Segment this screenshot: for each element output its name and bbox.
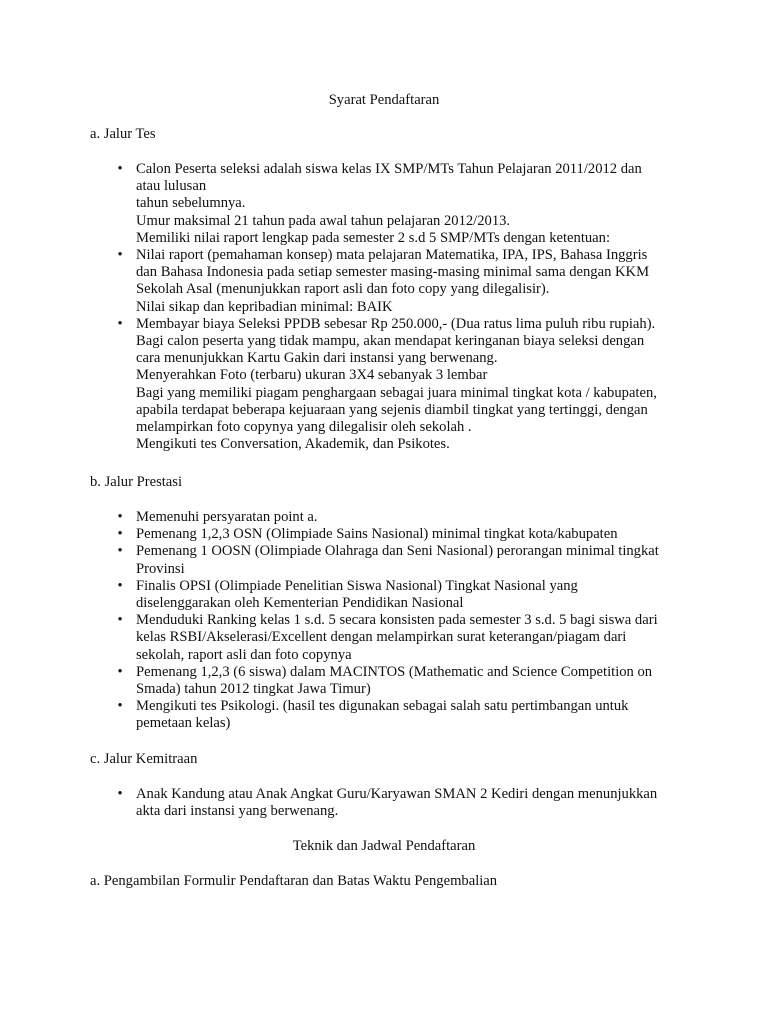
text-line: Nilai sikap dan kepribadian minimal: BAIK bbox=[136, 298, 393, 315]
bullet-icon: • bbox=[117, 247, 123, 264]
text-line: diselenggarakan oleh Kementerian Pendidikan Nasional bbox=[136, 595, 464, 612]
text-line: apabila terdapat beberapa kejuaraan yang sejenis diambil tingkat yang tertinggi, dengan bbox=[136, 401, 648, 418]
bullet-icon: • bbox=[117, 577, 123, 594]
list-item bbox=[0, 526, 681, 543]
text-line: Bagi yang memiliki piagam penghargaan sebagai juara minimal tingkat kota / kabupaten, bbox=[136, 384, 657, 401]
section-heading-jalur-prestasi: b. Jalur Prestasi bbox=[90, 474, 183, 490]
text-line: Sekolah Asal (menunjukkan raport asli dan foto copy yang dilegalisir). bbox=[136, 281, 550, 298]
text-line: pemetaan kelas) bbox=[136, 715, 231, 732]
list-item bbox=[0, 664, 681, 698]
text-line: Smada) tahun 2012 tingkat Jawa Timur) bbox=[136, 681, 371, 698]
text-line: sekolah, raport asli dan foto copynya bbox=[136, 646, 352, 663]
text-line: Membayar biaya Seleksi PPDB sebesar Rp 250.000,- (Dua ratus lima puluh ribu rupiah). bbox=[136, 315, 656, 332]
page-title: Syarat Pendaftaran bbox=[328, 92, 440, 108]
list-item bbox=[0, 161, 681, 247]
list-jalur-tes bbox=[0, 161, 768, 453]
bullet-icon: • bbox=[117, 526, 123, 543]
bullet-icon: • bbox=[117, 509, 123, 525]
text-line: Umur maksimal 21 tahun pada awal tahun pelajaran 2012/2013. bbox=[136, 212, 511, 229]
bullet-icon: • bbox=[117, 612, 123, 629]
section-heading-jalur-kemitraan: c. Jalur Kemitraan bbox=[90, 751, 198, 767]
text-line: Memiliki nilai raport lengkap pada semester 2 s.d 5 SMP/MTs dengan ketentuan: bbox=[136, 229, 610, 246]
bullet-icon: • bbox=[117, 161, 123, 177]
section-heading-pengambilan-formulir: a. Pengambilan Formulir Pendaftaran dan Batas Waktu Pengembalian bbox=[90, 873, 498, 889]
text-line: melampirkan foto copynya yang dilegalisir oleh sekolah . bbox=[136, 419, 472, 436]
text-line: tahun sebelumnya. bbox=[136, 195, 246, 212]
text-line: Memenuhi persyaratan point a. bbox=[136, 509, 318, 525]
text-line: Bagi calon peserta yang tidak mampu, akan mendapat keringanan biaya seleksi dengan bbox=[136, 333, 645, 350]
text-line: Nilai raport (pemahaman konsep) mata pelajaran Matematika, IPA, IPS, Bahasa Inggris bbox=[136, 247, 648, 264]
text-line: Calon Peserta seleksi adalah siswa kelas IX SMP/MTs Tahun Pelajaran 2011/2012 dan bbox=[136, 161, 642, 177]
section-title-teknik-jadwal: Teknik dan Jadwal Pendaftaran bbox=[292, 838, 476, 854]
text-line: akta dari instansi yang berwenang. bbox=[136, 803, 339, 820]
bullet-icon: • bbox=[117, 315, 123, 332]
text-line: Mengikuti tes Conversation, Akademik, dan Psikotes. bbox=[136, 436, 450, 453]
text-line: cara menunjukkan Kartu Gakin dari instansi yang berwenang. bbox=[136, 350, 498, 367]
text-line: Finalis OPSI (Olimpiade Penelitian Siswa Nasional) Tingkat Nasional yang bbox=[136, 577, 578, 594]
text-line: Provinsi bbox=[136, 560, 185, 577]
list-jalur-prestasi bbox=[0, 509, 768, 733]
text-line: Pemenang 1,2,3 OSN (Olimpiade Sains Nasional) minimal tingkat kota/kabupaten bbox=[136, 526, 618, 543]
text-line: Menduduki Ranking kelas 1 s.d. 5 secara konsisten pada semester 3 s.d. 5 bagi siswa dari bbox=[136, 612, 658, 629]
bullet-icon: • bbox=[117, 543, 123, 560]
list-item bbox=[0, 578, 681, 612]
list-item bbox=[0, 247, 681, 316]
text-line: Pemenang 1,2,3 (6 siswa) dalam MACINTOS (Mathematic and Science Competition on bbox=[136, 663, 653, 680]
text-line: kelas RSBI/Akselerasi/Excellent dengan melampirkan surat keterangan/piagam dari bbox=[136, 629, 627, 646]
text-line: Pemenang 1 OOSN (Olimpiade Olahraga dan Seni Nasional) perorangan minimal tingkat bbox=[136, 543, 659, 560]
text-line: Anak Kandung atau Anak Angkat Guru/Karyawan SMAN 2 Kediri dengan menunjukkan bbox=[136, 786, 658, 802]
bullet-icon: • bbox=[117, 786, 123, 802]
list-item bbox=[0, 316, 681, 454]
section-heading-jalur-tes: a. Jalur Tes bbox=[90, 126, 156, 142]
text-line: atau lulusan bbox=[136, 178, 207, 195]
list-item bbox=[0, 543, 681, 577]
bullet-icon: • bbox=[117, 698, 123, 715]
list-item bbox=[0, 509, 681, 526]
text-line: Mengikuti tes Psikologi. (hasil tes digunakan sebagai salah satu pertimbangan untuk bbox=[136, 698, 629, 715]
list-jalur-kemitraan bbox=[0, 786, 768, 820]
text-line: dan Bahasa Indonesia pada setiap semester masing-masing minimal sama dengan KKM bbox=[136, 264, 650, 281]
list-item bbox=[0, 698, 681, 732]
bullet-icon: • bbox=[117, 663, 123, 680]
list-item bbox=[0, 786, 681, 820]
list-item bbox=[0, 612, 681, 664]
text-line: Menyerahkan Foto (terbaru) ukuran 3X4 sebanyak 3 lembar bbox=[136, 367, 488, 384]
